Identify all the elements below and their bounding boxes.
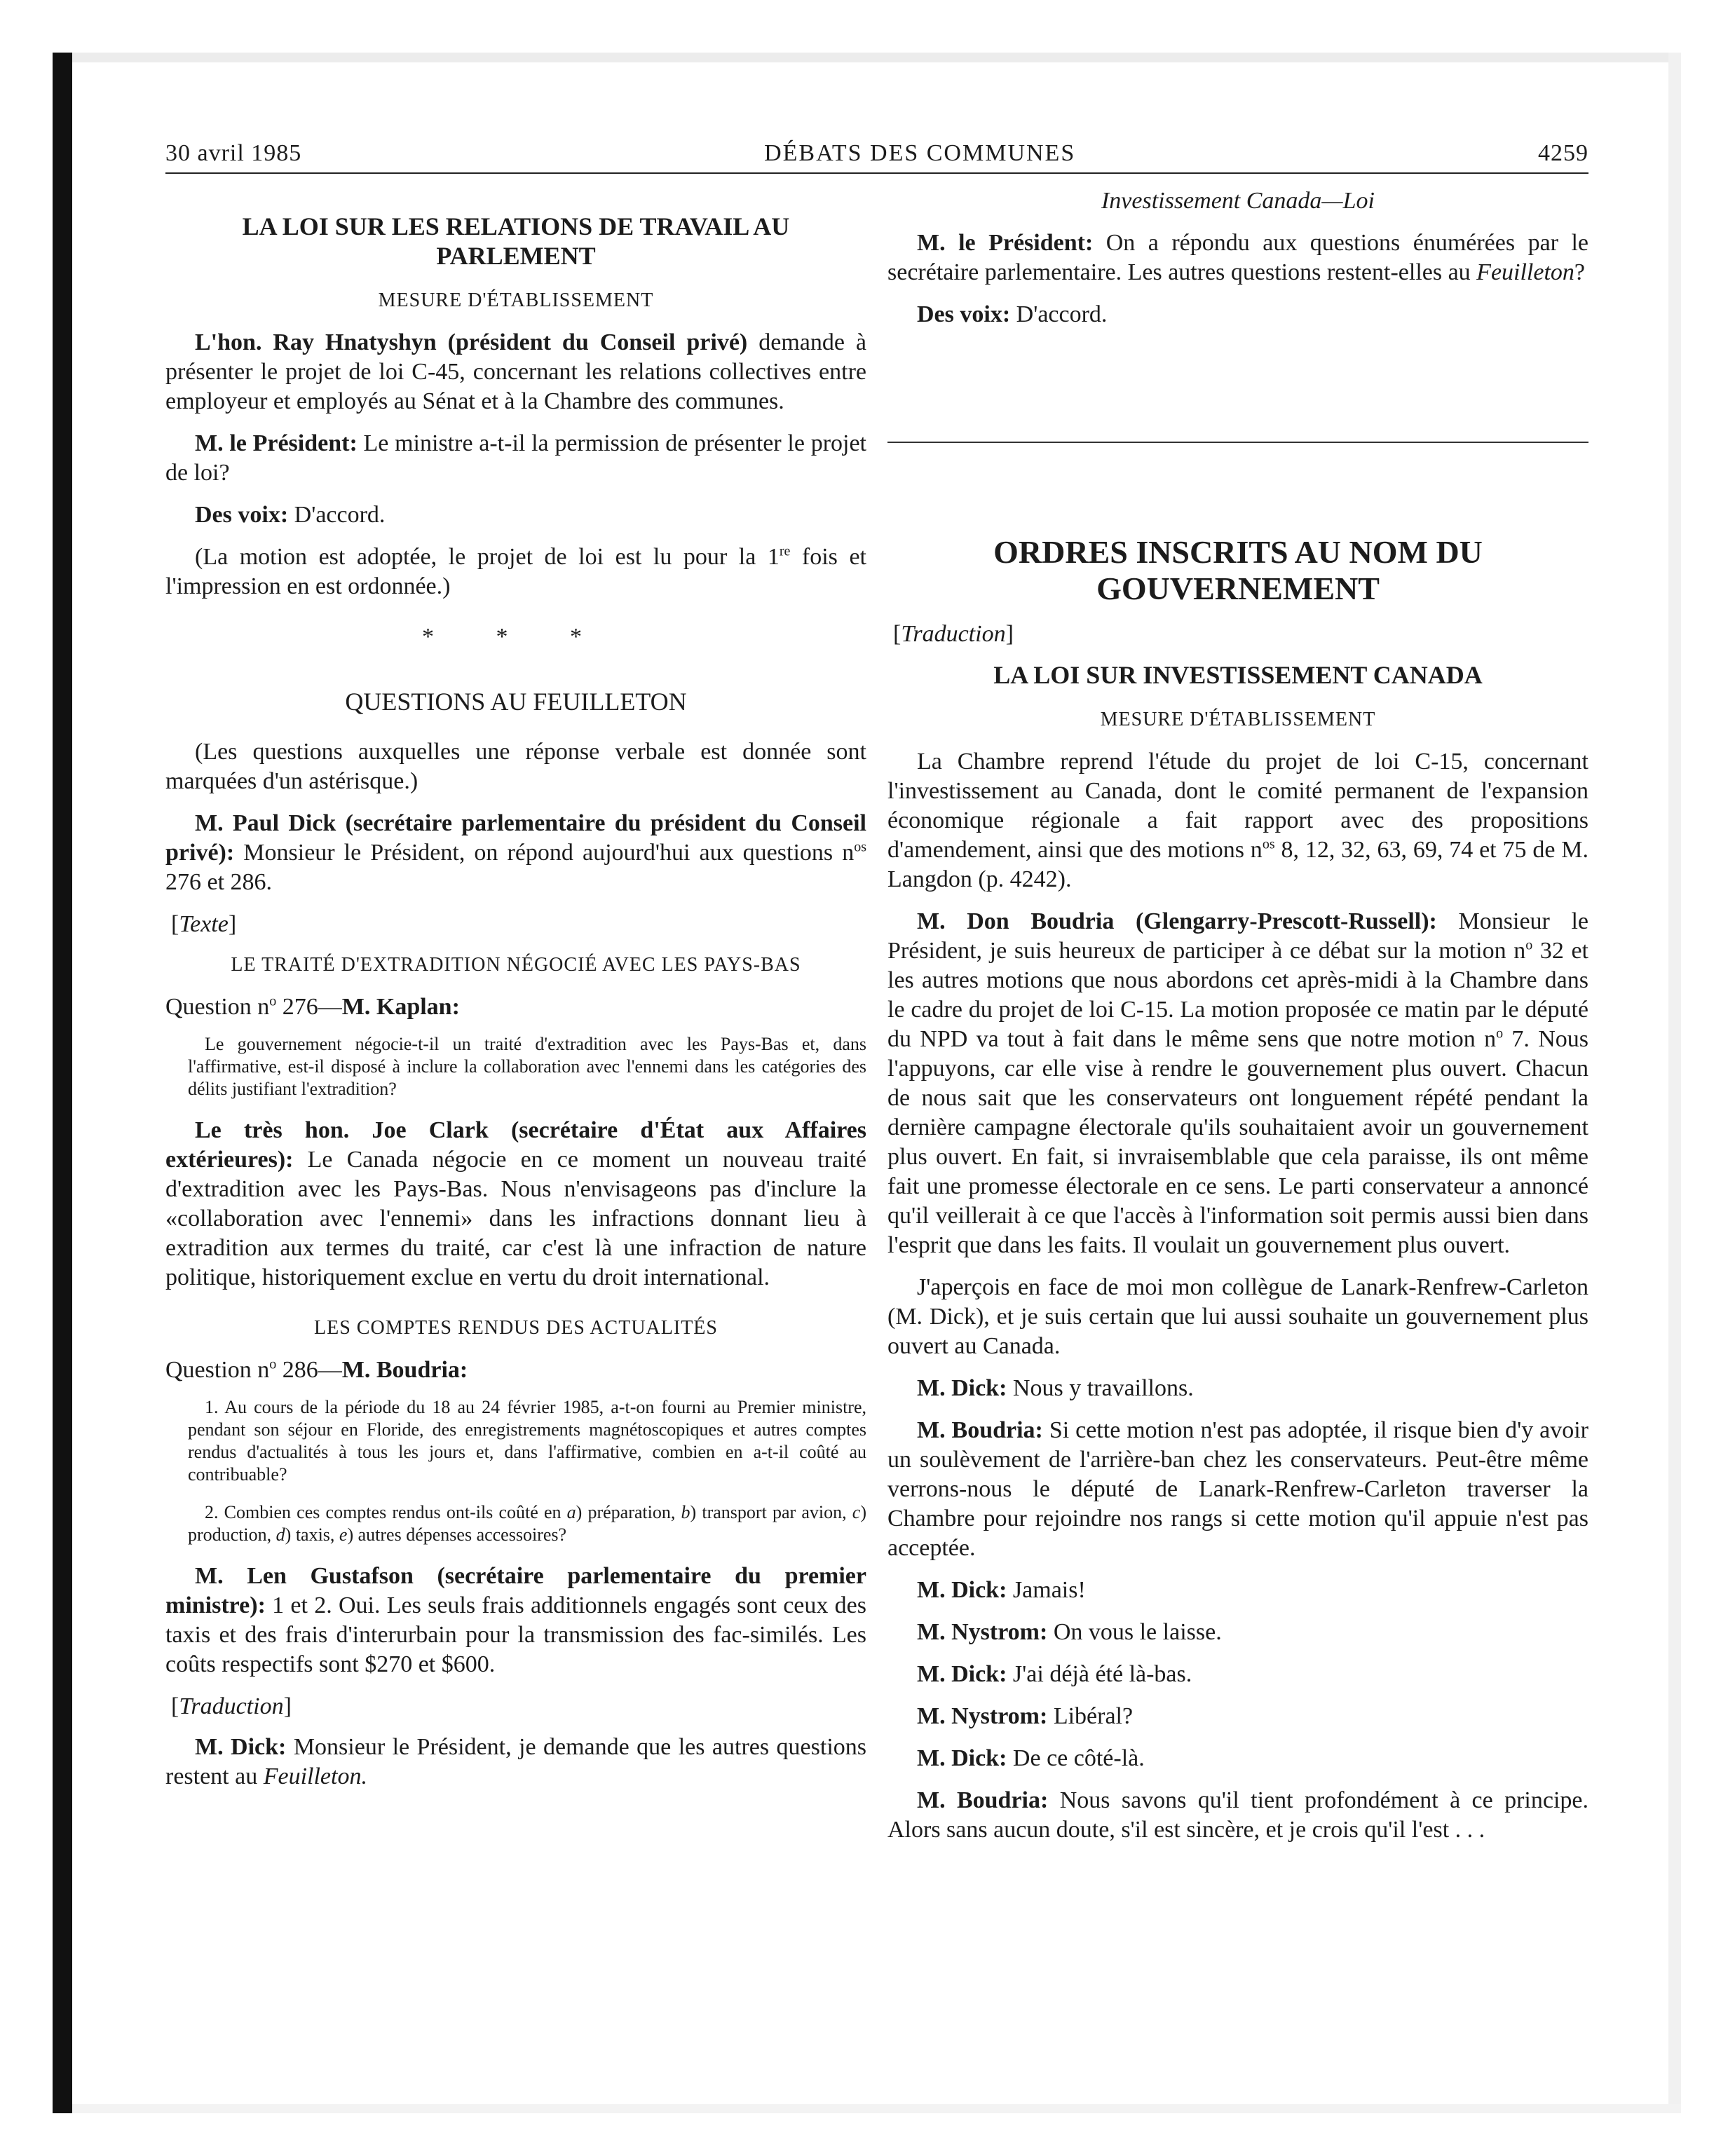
- scan-border-left: [53, 53, 72, 2113]
- text-run: 276 et 286.: [165, 869, 273, 895]
- speech-text: Nous y travaillons.: [1012, 1375, 1194, 1401]
- speech-text: Jamais!: [1012, 1577, 1086, 1603]
- item-letter: c: [852, 1502, 861, 1522]
- header-title: DÉBATS DES COMMUNES: [764, 140, 1076, 166]
- two-column-body: [165, 184, 1588, 1857]
- speech-text: Monsieur le Président, je demande que les autres questions restent au: [165, 1734, 867, 1789]
- language-tag-texte: [Texte]: [171, 911, 237, 937]
- paragraph-dick-4: [887, 1744, 1588, 1773]
- asker-name: M. Kaplan:: [341, 994, 460, 1020]
- superscript: os: [854, 839, 867, 855]
- speech-text: On vous le laisse.: [1053, 1619, 1222, 1645]
- text-run: Monsieur le Président, on répond aujourd'hui aux questions n: [243, 840, 855, 866]
- subheading-mesure: MESURE D'ÉTABLISSEMENT: [1100, 709, 1376, 730]
- paragraph-dick-2: [887, 1576, 1588, 1605]
- item-letter: b: [681, 1502, 690, 1522]
- speaker-name: Le très hon. Joe Clark (secrétaire d'État aux Affaires extérieures):: [165, 1117, 866, 1173]
- text-run: ) transport par avion,: [690, 1502, 852, 1522]
- speaker-name: M. Dick:: [917, 1661, 1007, 1687]
- speaker-name: M. le Président:: [917, 230, 1094, 256]
- heading-traite-extradition: LE TRAITÉ D'EXTRADITION NÉGOCIÉ AVEC LES PAYS-BAS: [231, 954, 801, 976]
- heading-relations-travail: LA LOI SUR LES RELATIONS DE TRAVAIL AU PARLEMENT: [242, 212, 790, 270]
- speech-text: D'accord.: [294, 502, 386, 528]
- section-divider-rule: [887, 442, 1588, 443]
- subheading-mesure: MESURE D'ÉTABLISSEMENT: [378, 289, 654, 311]
- question-286-part-1: 1. Au cours de la période du 18 au 24 février 1985, a-t-on fourni au Premier ministre, pendant son séjour en Floride, des enregistrements magnétoscopiques et autres comptes rendus d'actualités à tous les jours et, dans l'affirmative, combien en a-t-il coûté au contribuable?: [188, 1397, 866, 1485]
- text-run: La Chambre reprend l'étude du projet de loi C-15, concernant l'investissement au Canada, dont le comité permanent de l'expansion économique régionale a fait rapport avec des propositions d'amendement, ainsi que des motions n: [887, 749, 1588, 863]
- speaker-name: M. le Président:: [195, 430, 358, 456]
- text-run: 2. Combien ces comptes rendus ont-ils coûté en: [205, 1502, 567, 1522]
- tag-text: Traduction: [179, 1693, 284, 1719]
- speaker-name: M. Paul Dick (secrétaire parlementaire du président du Conseil privé):: [165, 810, 866, 866]
- question-286-part-2: [165, 1501, 866, 1546]
- heading-questions-feuilleton: QUESTIONS AU FEUILLETON: [345, 688, 687, 716]
- text-run: 276—: [276, 994, 342, 1020]
- heading-investissement-canada: LA LOI SUR INVESTISSEMENT CANADA: [993, 661, 1483, 689]
- text-run: ) production,: [188, 1502, 866, 1545]
- running-header: [165, 140, 1588, 174]
- paragraph-dick-3: [887, 1660, 1588, 1689]
- speaker-name: M. Dick:: [917, 1375, 1007, 1401]
- scan-border-bottom: [72, 2104, 1681, 2113]
- speaker-name: M. Boudria:: [917, 1417, 1043, 1443]
- paragraph-joe-clark: [165, 1116, 866, 1292]
- document-page: [165, 140, 1588, 1857]
- scan-border-right: [1668, 53, 1681, 2113]
- superscript: o: [1496, 1025, 1504, 1042]
- superscript: re: [779, 543, 791, 559]
- header-date: 30 avril 1985: [165, 140, 302, 166]
- text-run: ) préparation,: [576, 1502, 681, 1522]
- question-276-text: Le gouvernement négocie-t-il un traité d'extradition avec les Pays-Bas et, dans l'affirmative, est-il disposé à inclure la collaboration avec l'ennemi dans les catégories des délits justifiant l'extradition?: [188, 1034, 866, 1099]
- text-run: Question n: [165, 994, 270, 1020]
- speech-text: demande à présenter le projet de loi C-45, concernant les relations collectives entre employeur et employés au Sénat et à la Chambre des communes.: [165, 329, 867, 414]
- speech-text: On a répondu aux questions énumérées par le secrétaire parlementaire. Les autres questions restent-elles au: [887, 230, 1588, 285]
- paragraph-questions-note: (Les questions auxquelles une réponse verbale est donnée sont marquées d'un astérisque.): [165, 739, 866, 794]
- text-run: fois et l'impression en est ordonnée.): [165, 544, 866, 599]
- speaker-name: M. Boudria:: [917, 1787, 1049, 1813]
- paragraph-dick-1: [887, 1374, 1588, 1403]
- paragraph-motion-adoptee: [165, 543, 866, 601]
- paragraph-des-voix-2: [887, 300, 1588, 329]
- paragraph-gustafson: [165, 1562, 866, 1679]
- language-tag-traduction: [Traduction]: [171, 1693, 292, 1719]
- paragraph-boudria-3: [887, 1786, 1588, 1845]
- text-run: 286—: [276, 1357, 342, 1383]
- speech-italic: Feuilleton.: [263, 1763, 367, 1789]
- text-run: 8, 12, 32, 63, 69, 74 et 75 de M. Langdon (p. 4242).: [887, 837, 1589, 892]
- speech-text: Le Canada négocie en ce moment un nouveau traité d'extradition avec les Pays-Bas. Nous n'envisageons pas d'inclure la «collaboration avec l'ennemi» dans les infractions donnant lieu à extradition aux termes du traité, car c'est là une infraction de nature politique, historiquement exclue en vertu du droit international.: [165, 1147, 866, 1290]
- text-run: Monsieur le Président, je suis heureux de participer à ce débat sur la motion n: [887, 908, 1589, 964]
- superscript: o: [269, 993, 277, 1009]
- speech-text: Libéral?: [1053, 1703, 1134, 1729]
- paragraph-des-voix-1: [165, 500, 866, 530]
- text-run: ?: [1574, 259, 1586, 285]
- item-letter: d: [275, 1524, 285, 1545]
- tag-text: Traduction: [901, 621, 1006, 647]
- text-run: Question n: [165, 1357, 270, 1383]
- language-tag-traduction: [Traduction]: [893, 621, 1014, 647]
- speaker-name: M. Nystrom:: [917, 1619, 1048, 1645]
- paragraph-president-2: [887, 228, 1588, 287]
- speech-text: Si cette motion n'est pas adoptée, il risque bien d'y avoir un soulèvement de l'arrière-ban chez les conservateurs. Peut-être même verrons-nous le député de Lanark-Renfrew-Carleton traverser la Chambre pour rejoindre nos rangs si cette motion qu'il appuie n'est pas acceptée.: [887, 1417, 1588, 1561]
- speech-text: D'accord.: [1016, 301, 1108, 327]
- heading-comptes-rendus: LES COMPTES RENDUS DES ACTUALITÉS: [314, 1317, 718, 1339]
- superscript: o: [1525, 937, 1533, 953]
- speech-text: 1 et 2. Oui. Les seuls frais additionnels engagés sont ceux des taxis et des frais d'interurbain pour la transmission des fac-similés. Les coûts respectifs sont $270 et $600.: [165, 1592, 866, 1677]
- question-286-label: [165, 1356, 866, 1385]
- paragraph-dick-feuilleton: [165, 1733, 866, 1792]
- speaker-name: Des voix:: [917, 301, 1011, 327]
- tag-text: Texte: [179, 911, 229, 937]
- speaker-name: L'hon. Ray Hnatyshyn (président du Conseil privé): [195, 329, 748, 355]
- speaker-name: M. Len Gustafson (secrétaire parlementaire du premier ministre):: [165, 1563, 866, 1618]
- text-run: 32 et les autres motions que nous abordons cet après-midi à la Chambre dans le cadre du projet de loi C-15. La motion proposée ce matin par le député du NPD va tout à fait dans le même sens que notre motion n: [887, 938, 1588, 1052]
- text-run: ) taxis,: [285, 1524, 339, 1545]
- paragraph-president-1: [165, 429, 866, 488]
- speaker-name: Des voix:: [195, 502, 289, 528]
- scan-border-top: [72, 53, 1681, 62]
- speaker-name: M. Dick:: [917, 1577, 1007, 1603]
- paragraph-boudria-2: [887, 1416, 1588, 1563]
- paragraph-lanark: J'aperçois en face de moi mon collègue de Lanark-Renfrew-Carleton (M. Dick), et je suis certain que lui aussi souhaite un gouvernement plus ouvert au Canada.: [887, 1274, 1588, 1359]
- page-number: 4259: [1538, 140, 1588, 166]
- paragraph-chambre-reprend: [887, 747, 1588, 894]
- running-subtitle: Investissement Canada—Loi: [1101, 188, 1375, 214]
- paragraph-paul-dick: [165, 809, 866, 897]
- superscript: o: [269, 1356, 277, 1372]
- speech-text: Le ministre a-t-il la permission de présenter le projet de loi?: [165, 430, 867, 486]
- speaker-name: M. Dick:: [917, 1745, 1007, 1771]
- speaker-name: M. Don Boudria (Glengarry-Prescott-Russell):: [917, 908, 1437, 934]
- speech-text: J'ai déjà été là-bas.: [1012, 1661, 1192, 1687]
- superscript: os: [1262, 836, 1275, 852]
- text-run: ) autres dépenses accessoires?: [347, 1524, 567, 1545]
- heading-ordres-inscrits: ORDRES INSCRITS AU NOM DU GOUVERNEMENT: [993, 534, 1483, 606]
- item-letter: e: [339, 1524, 348, 1545]
- paragraph-hnatyshyn: [165, 328, 866, 416]
- paragraph-boudria-1: [887, 907, 1588, 1260]
- left-column: [165, 184, 866, 1857]
- text-run: 7. Nous l'appuyons, car elle vise à rendre le gouvernement plus ouvert. Chacun de nous sait que les conservateurs ont longuement répété pendant la dernière campagne électorale qu'ils souhaitaient avoir un gouvernement plus ouvert. En fait, si invraisemblable que cela paraisse, ils ont même fait une promesse électorale en ce sens. Le parti conservateur a annoncé qu'il veillerait à ce que l'accès à l'information soit permis aussi bien dans l'esprit que dans les faits. Il voulait un gouvernement plus ouvert.: [887, 1026, 1588, 1258]
- paragraph-nystrom-2: [887, 1702, 1588, 1731]
- section-separator-stars: * * *: [422, 624, 610, 650]
- speaker-name: M. Dick:: [195, 1734, 287, 1760]
- speech-text: Nous savons qu'il tient profondément à ce principe. Alors sans aucun doute, s'il est sincère, et je crois qu'il l'est . . .: [887, 1787, 1588, 1843]
- text-run: (La motion est adoptée, le projet de loi est lu pour la 1: [195, 544, 780, 570]
- speech-text: De ce côté-là.: [1012, 1745, 1145, 1771]
- speaker-name: M. Nystrom:: [917, 1703, 1048, 1729]
- asker-name: M. Boudria:: [341, 1357, 468, 1383]
- right-column: [887, 184, 1588, 1857]
- question-276-label: [165, 992, 866, 1022]
- paragraph-nystrom-1: [887, 1618, 1588, 1647]
- item-letter: a: [566, 1502, 576, 1522]
- speech-italic: Feuilleton: [1476, 259, 1574, 285]
